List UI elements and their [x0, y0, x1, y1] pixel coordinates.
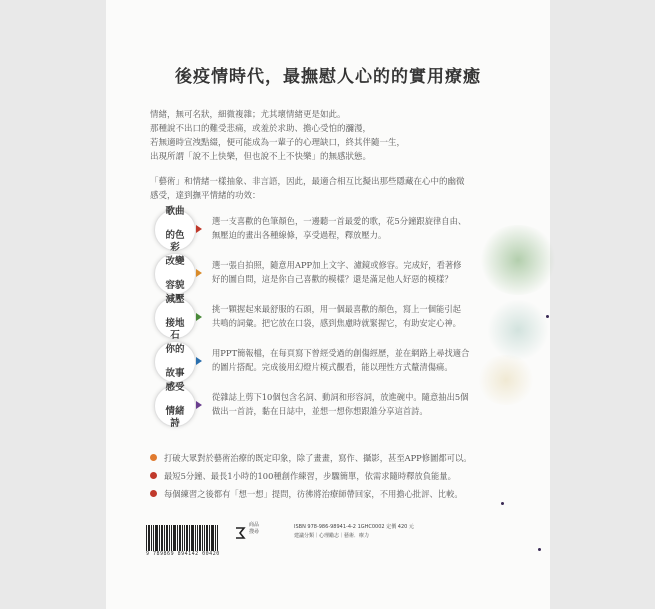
intro-paragraph-2	[150, 175, 510, 203]
publisher-line: 商品	[249, 522, 260, 528]
publisher-line: 搜尋	[249, 529, 260, 535]
description-line: 好的圖自問，這是你自己喜歡的模樣？還是滿足他人好惡的模樣？	[212, 274, 453, 284]
technique-change-appearance	[154, 253, 514, 297]
pointer-icon	[196, 313, 202, 321]
badge-line: 故事	[165, 368, 185, 379]
ink-splatter	[538, 548, 541, 551]
publisher-name	[249, 522, 259, 536]
barcode	[146, 525, 226, 559]
badge-line: 感受	[165, 382, 185, 393]
description-line: 挑一顆握起來最舒服的石頭，用一個最喜歡的顏色，寫上一個能引起	[212, 304, 461, 314]
technique-badge	[154, 341, 196, 383]
bullet-dot-icon	[150, 490, 157, 497]
pointer-icon	[196, 269, 202, 277]
barcode-bars	[146, 525, 226, 551]
technique-description	[212, 302, 512, 330]
badge-line: 的色彩	[165, 230, 185, 253]
badge-line: 歌曲	[165, 206, 185, 217]
badge-line: 容貌	[165, 280, 185, 291]
pointer-icon	[196, 401, 202, 409]
bullet-dot-icon	[150, 454, 157, 461]
description-line: 選一支喜歡的色筆顏色，一邊聽一首最愛的歌，花5分鐘跟旋律自由、	[212, 216, 467, 226]
intro-line: 那種說不出口的難受悲痛，或羞於求助、擔心受怕的瀰漫，	[150, 124, 372, 134]
bullet-text: 每個練習之後都有「想一想」提問，彷彿將治療師帶回家，不用擔心批評、比較。	[164, 489, 463, 499]
bullet-text: 打破大眾對於藝術治療的既定印象，除了畫畫，寫作、攝影，甚至APP修圖都可以。	[164, 453, 472, 463]
isbn-line: ISBN 978-986-98941-4-2 1GHC0002 定價 420 元	[294, 524, 414, 530]
badge-line: 你的	[165, 344, 185, 355]
watercolor-wash-teal	[486, 300, 550, 360]
feature-bullet	[150, 487, 530, 505]
technique-badge	[154, 382, 196, 429]
description-line: 用PPT簡報檔，在每頁寫下曾經受過的創傷經歷，並在網路上尋找適合	[212, 348, 470, 358]
description-line: 選一張自拍照，隨意用APP加上文字、濾鏡或修容。完成好，看著修	[212, 260, 462, 270]
cover-title: 後疫情時代，最撫慰人心的的實用療癒	[175, 67, 481, 87]
bullet-text: 最短5分鐘、最長1小時的100種創作練習，步驟簡單，依需求隨時釋放負能量。	[164, 471, 456, 481]
barcode-number: 9 789869 894142 00420	[146, 551, 220, 557]
feature-bullet	[150, 451, 530, 469]
technique-grounding-stone	[154, 294, 514, 341]
pointer-icon	[196, 357, 202, 365]
technique-badge	[154, 294, 196, 341]
technique-description	[212, 346, 512, 374]
description-line: 從雜誌上剪下10個包含名詞、動詞和形容詞，放進碗中。隨意抽出5個	[212, 392, 469, 402]
watercolor-wash-green	[478, 225, 558, 295]
category-line: 建議分類｜心理勵志｜藝術．療力	[294, 533, 370, 539]
publisher-logo-icon	[234, 526, 246, 540]
description-line: 的圖片搭配。完成後用幻燈片模式觀看，能以理性方式釐清傷痛。	[212, 362, 453, 372]
badge-line: 減壓	[165, 294, 185, 305]
intro-line: 「藝術」和情緒一樣抽象、非言語，因此，最適合相互比擬出那些隱藏在心中的幽微	[150, 177, 465, 187]
intro-line: 出現所謂「說不上快樂，但也說不上不快樂」的無感狀態。	[150, 152, 372, 162]
technique-emotion-poem	[154, 382, 514, 429]
description-line: 無壓迫的畫出各種線條，享受過程，釋放壓力。	[212, 230, 387, 240]
badge-line: 情緒詩	[165, 406, 185, 429]
technique-your-story	[154, 341, 514, 385]
ink-splatter	[546, 315, 549, 318]
badge-line: 接地石	[165, 318, 185, 341]
technique-description	[212, 390, 512, 418]
pointer-icon	[196, 225, 202, 233]
intro-line: 若無適時宣洩點綴，便可能成為一輩子的心理缺口，終其伴隨一生，	[150, 138, 406, 148]
watercolor-wash-yellow	[476, 355, 536, 405]
intro-paragraph-1	[150, 108, 510, 164]
intro-text	[150, 108, 510, 214]
technique-song-colors	[154, 206, 514, 253]
intro-line: 感受，達到撫平情緒的功效：	[150, 191, 261, 201]
ink-splatter	[501, 502, 504, 505]
technique-description	[212, 258, 512, 286]
bullet-dot-icon	[150, 472, 157, 479]
description-line: 共鳴的詞彙。把它放在口袋，感到焦慮時就緊握它，有助安定心神。	[212, 318, 461, 328]
feature-bullet	[150, 469, 530, 487]
technique-badge	[154, 253, 196, 295]
technique-description	[212, 214, 512, 242]
feature-bullets	[150, 451, 530, 505]
technique-badge	[154, 206, 196, 253]
intro-line: 情緒，無可名狀，細微複雜；尤其壞情緒更是如此。	[150, 110, 346, 120]
book-back-cover	[106, 0, 550, 609]
description-line: 做出一首詩，黏在日誌中，並想一想你想跟誰分享這首詩。	[212, 406, 428, 416]
badge-line: 改變	[165, 256, 185, 267]
